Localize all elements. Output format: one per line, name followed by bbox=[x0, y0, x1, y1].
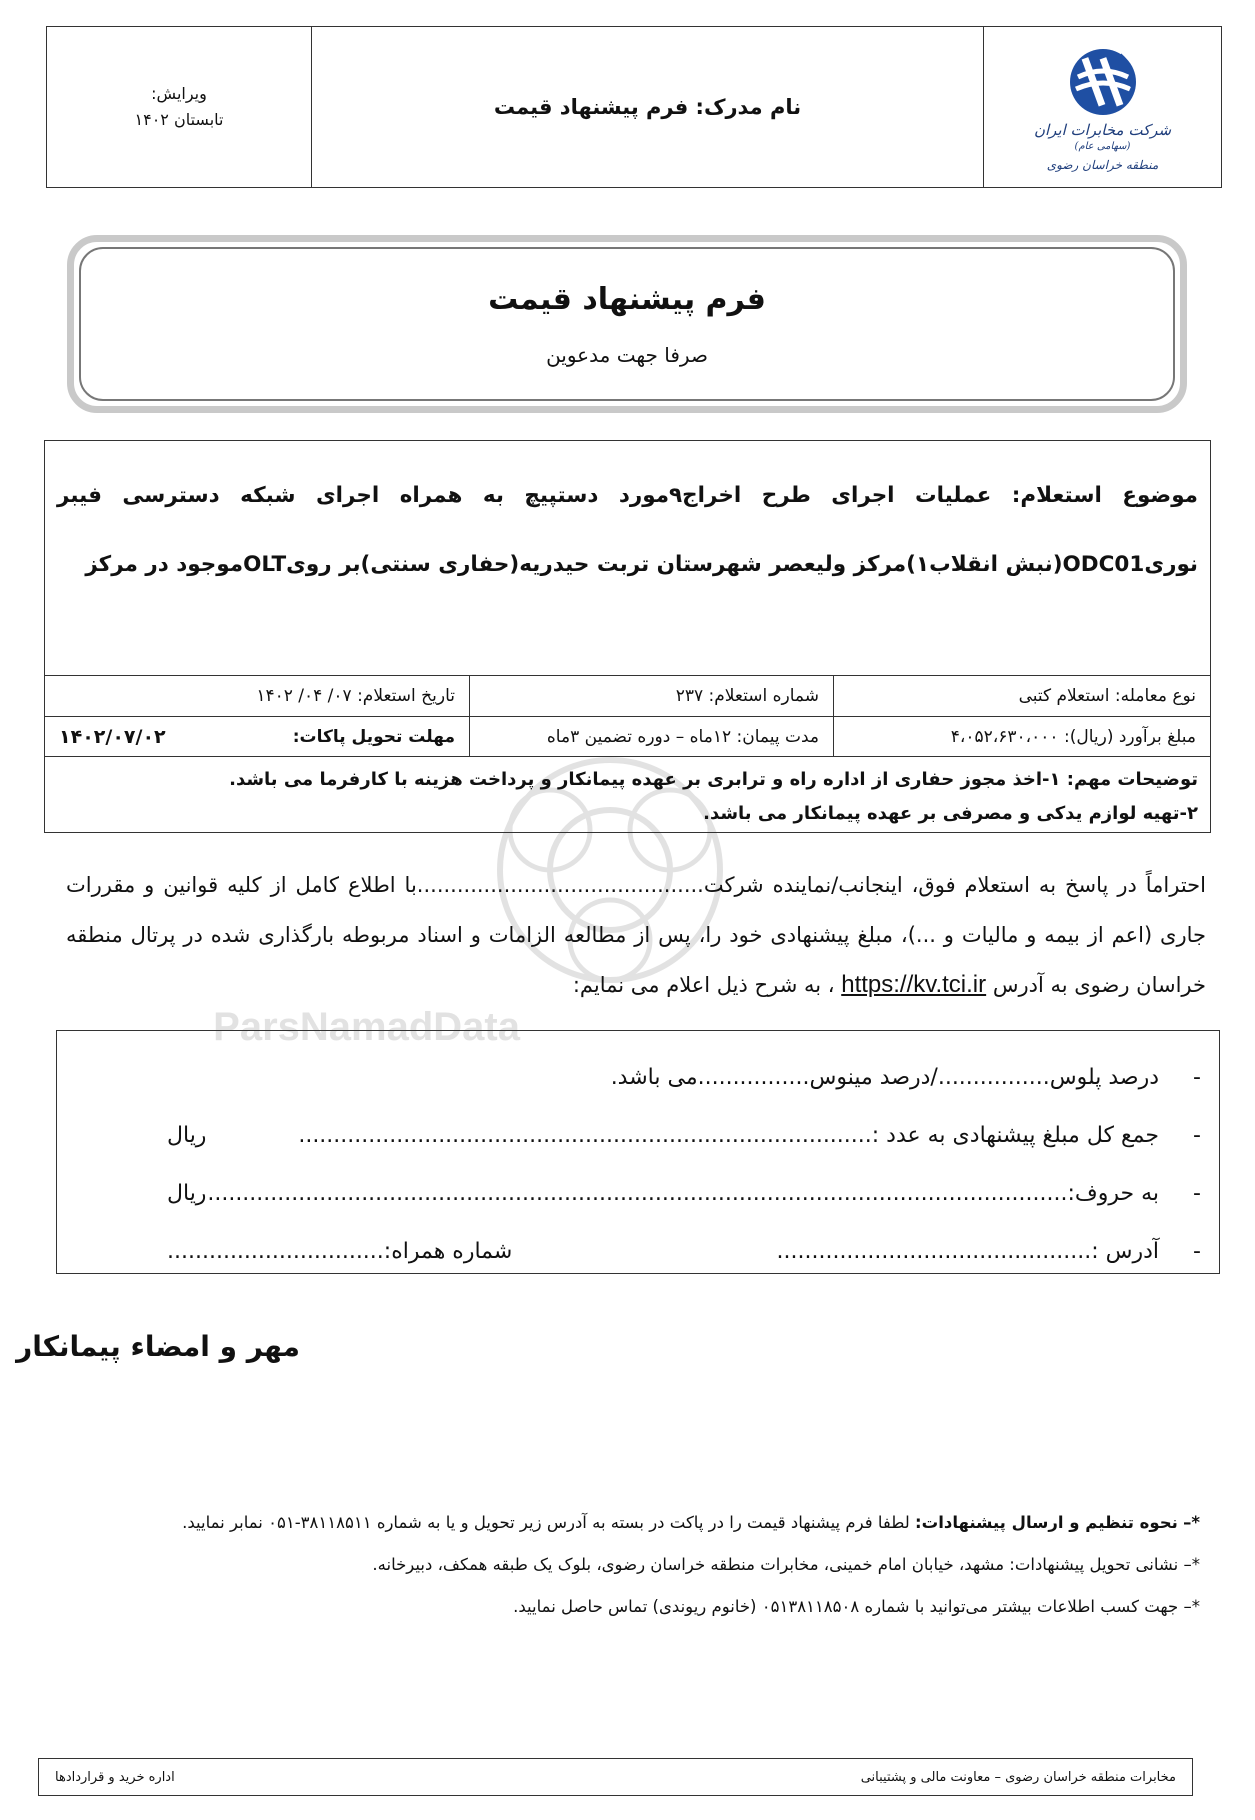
edition-value: تابستان ۱۴۰۲ bbox=[134, 110, 224, 129]
title-frame bbox=[67, 235, 1187, 413]
page-footer bbox=[38, 1758, 1193, 1796]
edition-label: ویرایش: bbox=[151, 84, 207, 104]
logo-region: منطقه خراسان رضوی bbox=[1046, 157, 1159, 172]
logo-company-name: شرکت مخابرات ایران bbox=[1033, 120, 1172, 139]
document-name: نام مدرک: فرم پیشنهاد قیمت bbox=[311, 27, 983, 187]
logo-company-type: (سهامی عام) bbox=[1074, 140, 1131, 152]
mobile-field[interactable]: شماره همراه:............................... bbox=[167, 1239, 513, 1264]
footnote-item: *– نحوه تنظیم و ارسال پیشنهادات: لطفا فرم پیشنهاد قیمت را در پاکت در بسته به آدرس زیر تحویل و یا به شماره ۳۸۱۱۸۵۱۱-۰۵۱ نمابر نمایید. bbox=[182, 1513, 1200, 1532]
form-subtitle: صرفا جهت مدعوین bbox=[546, 342, 708, 367]
transaction-type: نوع معامله: استعلام کتبی bbox=[1018, 686, 1196, 706]
company-logo bbox=[983, 27, 1221, 187]
inquiry-number: شماره استعلام: ۲۳۷ bbox=[469, 676, 834, 716]
offer-fill-box bbox=[56, 1030, 1220, 1274]
deadline-value: ۱۴۰۲/۰۷/۰۲ bbox=[59, 725, 166, 748]
footnote-item: *– نشانی تحویل پیشنهادات: مشهد، خیابان امام خمینی، مخابرات منطقه خراسان رضوی، بلوک یک طبقه همکف، دبیرخانه. bbox=[372, 1555, 1200, 1574]
note-line: ۲-تهیه لوازم یدکی و مصرفی بر عهده پیمانکار می باشد. bbox=[703, 803, 1198, 824]
important-notes bbox=[45, 757, 1210, 832]
inquiry-info-table bbox=[44, 440, 1211, 833]
percent-line: - درصد پلوس................/درصد مینوس................می باشد. bbox=[167, 1049, 1159, 1107]
inquiry-subject: موضوع استعلام: عملیات اجرای طرح اخراج۹مورد دستپیچ به همراه اجرای شبکه دسترسی فیبر نوریODC01(نبش انقلاب۱)مرکز ولیعصر شهرستان تربت حیدریه(حفاری سنتی)بر رویOLTموجود در مرکز bbox=[45, 441, 1210, 676]
tci-logo-icon bbox=[1068, 47, 1138, 117]
words-unit: ریال bbox=[167, 1181, 207, 1206]
address-field[interactable]: آدرس :............................................. bbox=[776, 1239, 1159, 1264]
document-header bbox=[46, 26, 1222, 188]
portal-link[interactable]: https://kv.tci.ir bbox=[841, 971, 987, 998]
amount-words-line: - به حروف:........................................................................................................................... ریال bbox=[167, 1165, 1159, 1223]
estimated-amount: مبلغ برآورد (ریال): ۴،۰۵۲،۶۳۰،۰۰۰ bbox=[950, 726, 1196, 747]
address-line: - آدرس :............................................. شماره همراه:............................... bbox=[167, 1223, 1159, 1281]
contract-duration: مدت پیمان: ۱۲ماه – دوره تضمین ۳ماه bbox=[469, 717, 834, 756]
info-row bbox=[45, 676, 1210, 717]
footnotes bbox=[110, 1502, 1200, 1628]
declaration-paragraph: احتراماً در پاسخ به استعلام فوق، اینجانب/نماینده شرکت...........................................با اطلاع کامل از کلیه قوانین و مقررات جاری (اعم از بیمه و مالیات و ...)، مبلغ پیشنهادی خود را، پس از مطالعه الزامات و اسناد مربوطه بارگذاری شده در پرتال منطقه خراسان رضوی به آدرس https://kv.tci.ir ، به شرح ذیل اعلام می نمایم: bbox=[66, 873, 1206, 998]
edition-cell bbox=[47, 27, 311, 187]
footer-office: اداره خرید و قراردادها bbox=[55, 1769, 175, 1785]
deadline-label: مهلت تحویل پاکات: bbox=[292, 726, 455, 747]
footnote-item: *– جهت کسب اطلاعات بیشتر می‌توانید با شماره ۰۵۱۳۸۱۱۸۵۰۸ (خانوم ریوندی) تماس حاصل نمایید. bbox=[513, 1597, 1200, 1616]
info-row bbox=[45, 717, 1210, 757]
inquiry-date: تاریخ استعلام: ۰۷/ ۰۴/ ۱۴۰۲ bbox=[256, 686, 455, 706]
contractor-signature-title: مهر و امضاء پیمانکار bbox=[16, 1330, 300, 1363]
total-amount-field[interactable]: جمع کل مبلغ پیشنهادی به عدد :.................................................................................. bbox=[298, 1123, 1159, 1148]
total-amount-line: - جمع کل مبلغ پیشنهادی به عدد :.................................................................................. ریال bbox=[167, 1107, 1159, 1165]
total-unit: ریال bbox=[167, 1123, 207, 1148]
footer-department: مخابرات منطقه خراسان رضوی – معاونت مالی و پشتیبانی bbox=[860, 1769, 1176, 1785]
form-title: فرم پیشنهاد قیمت bbox=[488, 281, 766, 317]
percent-field[interactable]: درصد پلوس................/درصد مینوس................می باشد. bbox=[610, 1065, 1159, 1090]
amount-words-field[interactable]: به حروف:........................................................................................................................... bbox=[207, 1181, 1159, 1206]
svg-text:ParsNamadData: ParsNamadData bbox=[213, 1005, 520, 1049]
note-line: توضیحات مهم: ۱-اخذ مجوز حفاری از اداره راه و ترابری بر عهده پیمانکار و پرداخت هزینه با کارفرما می باشد. bbox=[229, 769, 1198, 790]
submission-deadline bbox=[45, 717, 469, 756]
